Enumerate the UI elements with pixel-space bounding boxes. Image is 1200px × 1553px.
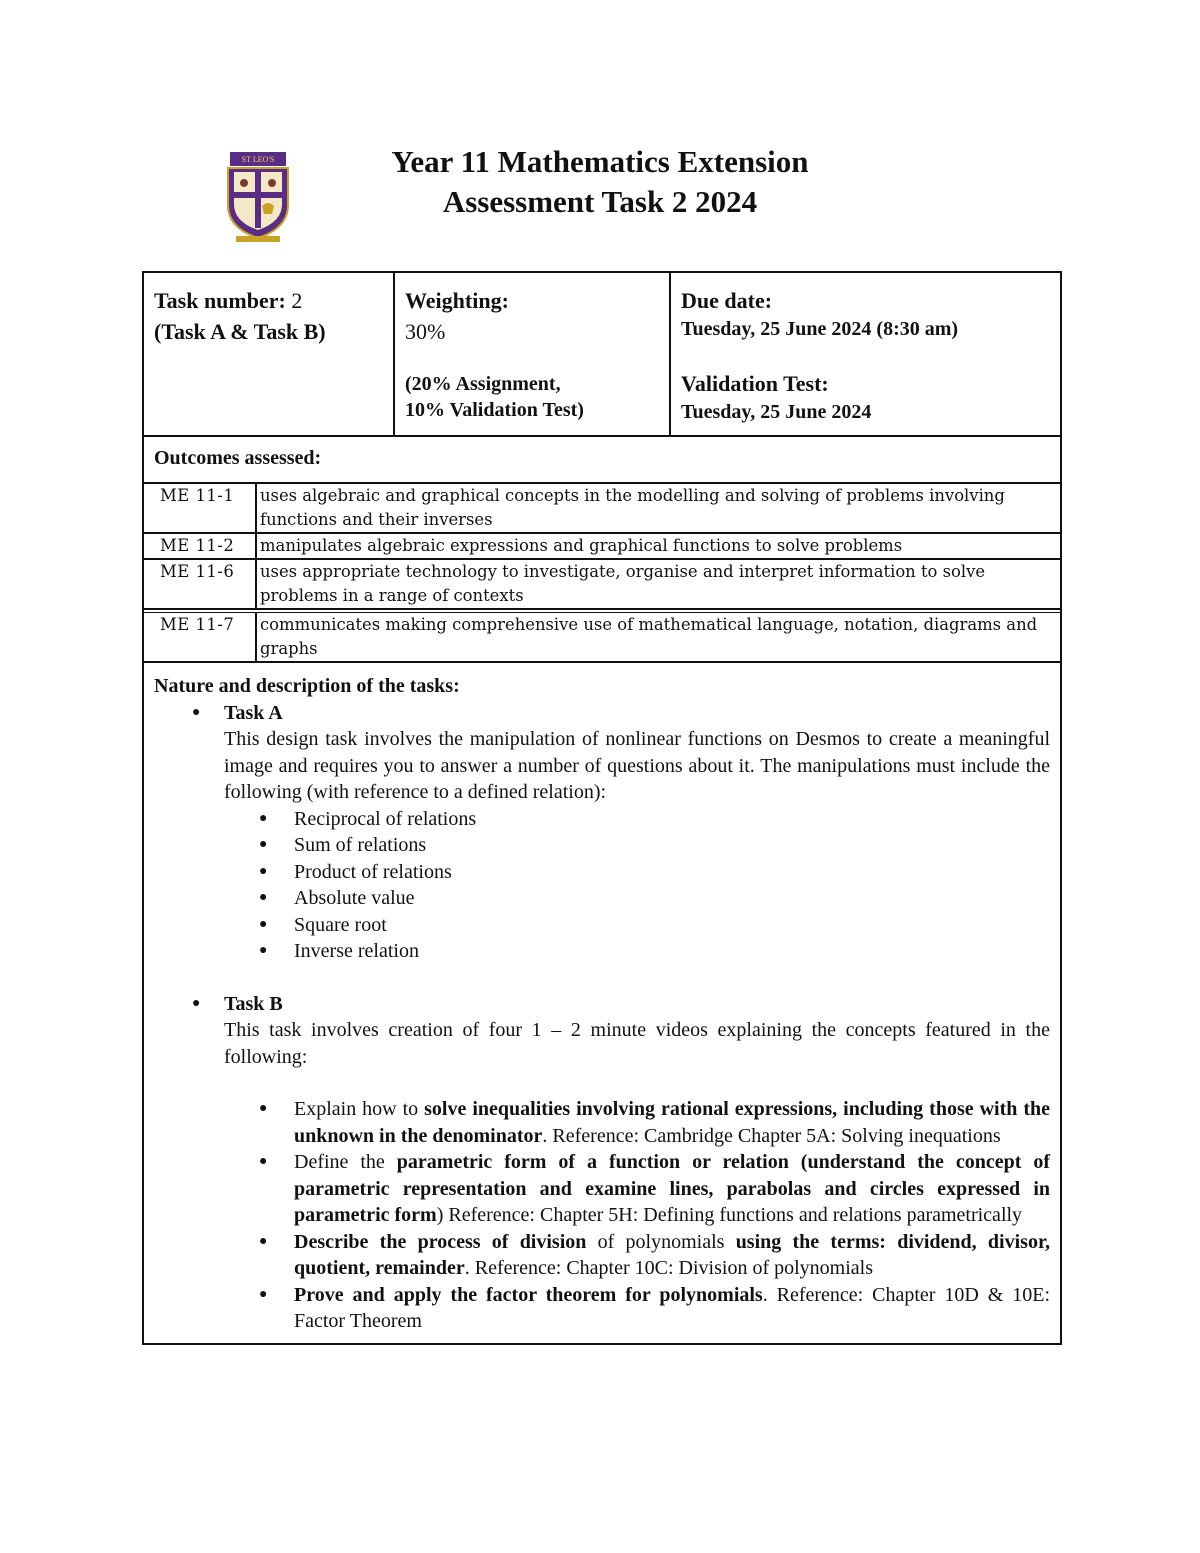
nature-section — [144, 663, 1060, 1343]
assessment-table — [142, 271, 1062, 1345]
title-line-1: Year 11 Mathematics Extension — [391, 144, 809, 179]
outcome-description: manipulates algebraic expressions and graphical functions to solve problems — [260, 536, 903, 555]
task-number-value: 2 — [291, 288, 303, 313]
weighting-cell — [393, 273, 669, 435]
task-a-description: This design task involves the manipulation of nonlinear functions on Desmos to create a meaningful image and requires you to answer a number of questions about it. The manipulations must include the following (with reference to a defined relation): — [224, 728, 1050, 803]
text: . Reference: Cambridge Chapter 5A: Solving inequations — [542, 1124, 1001, 1147]
list-item: ● Sum of relations — [224, 832, 1050, 859]
weighting-split-1: (20% Assignment, — [405, 373, 561, 395]
outcome-row — [144, 534, 1060, 560]
list-item — [224, 1282, 1050, 1335]
task-number-cell — [144, 273, 393, 435]
due-date-label: Due date: — [681, 288, 773, 313]
validation-value: Tuesday, 25 June 2024 — [681, 401, 872, 423]
outcome-code: ME 11-7 — [144, 613, 257, 661]
list-item: ● Product of relations — [224, 859, 1050, 886]
outcome-code: ME 11-2 — [144, 534, 257, 558]
task-a-title: ● Task A — [224, 701, 283, 724]
outcome-code: ME 11-1 — [144, 484, 257, 532]
text: Define the — [294, 1151, 397, 1173]
task-parts: (Task A & Task B) — [154, 319, 326, 344]
task-info-row — [144, 273, 1060, 437]
outcome-row — [144, 484, 1060, 534]
weighting-value: 30% — [405, 319, 446, 344]
outcome-description: uses appropriate technology to investigate, organise and interpret information to solve problems in a range of contexts — [260, 562, 986, 605]
task-list — [154, 700, 1050, 1335]
list-item: ● Inverse relation — [224, 938, 1050, 965]
task-b-description: This task involves creation of four 1 – 2 minute videos explaining the concepts featured in the following: — [224, 1019, 1050, 1068]
task-b-videos — [224, 1096, 1050, 1335]
outcome-description: uses algebraic and graphical concepts in the modelling and solving of problems involving functions and their inverses — [260, 486, 1005, 529]
nature-heading: Nature and description of the tasks: — [154, 675, 460, 697]
list-item: ● Reciprocal of relations — [224, 806, 1050, 833]
bold-text: solve inequalities involving rational expressions, including those with the unknown in the denominator — [294, 1098, 1050, 1147]
task-a-manipulations — [224, 806, 1050, 965]
text: ) Reference: Chapter 5H: Defining functions and relations parametrically — [436, 1204, 1023, 1226]
task-b-title: ● Task B — [224, 992, 283, 1015]
title-line-2: Assessment Task 2 2024 — [442, 184, 758, 219]
list-item: ● Square root — [224, 912, 1050, 939]
task-a-item — [154, 700, 1050, 991]
task-number-label: Task number: — [154, 288, 286, 313]
outcomes-heading: Outcomes assessed: — [144, 437, 1060, 484]
weighting-split-2: 10% Validation Test) — [405, 399, 584, 421]
outcome-code: ME 11-6 — [144, 560, 257, 608]
list-item — [224, 1229, 1050, 1282]
validation-label: Validation Test: — [681, 371, 829, 396]
svg-text:ST LEO'S: ST LEO'S — [241, 155, 275, 164]
bold-text: Describe the process of division — [294, 1230, 587, 1253]
outcome-row — [144, 560, 1060, 610]
bold-text: parametric form of a function or relation (understand the concept of parametric representation and examine lines, parabolas and circles expressed in parametric form — [294, 1151, 1051, 1226]
due-date-cell — [669, 273, 1060, 435]
school-crest-logo — [222, 150, 294, 244]
due-date-value: Tuesday, 25 June 2024 (8:30 am) — [681, 318, 959, 340]
list-item: ● Absolute value — [224, 885, 1050, 912]
outcome-row — [144, 612, 1060, 663]
weighting-label: Weighting: — [405, 288, 509, 313]
page-title — [300, 142, 900, 222]
bold-text: Prove and apply the factor theorem for polynomials — [294, 1283, 763, 1306]
list-item — [224, 1096, 1050, 1149]
text: of polynomials — [586, 1230, 736, 1253]
bold-text: using the terms: dividend, divisor, quotient, remainder — [294, 1230, 1050, 1279]
outcome-description: communicates making comprehensive use of mathematical language, notation, diagrams and graphs — [260, 615, 1038, 658]
text: . Reference: Chapter 10D & 10E: Factor Theorem — [294, 1283, 1051, 1332]
task-b-item — [154, 991, 1050, 1335]
text: Explain how to — [294, 1098, 425, 1120]
list-item — [224, 1149, 1050, 1229]
text: . Reference: Chapter 10C: Division of polynomials — [464, 1257, 873, 1279]
